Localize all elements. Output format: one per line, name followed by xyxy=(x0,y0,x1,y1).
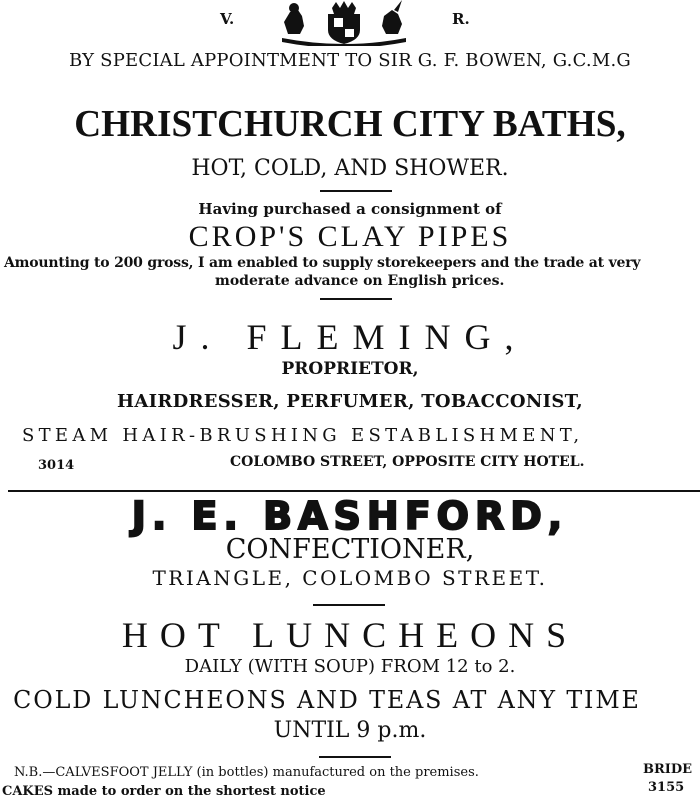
proprietor-title: PROPRIETOR, xyxy=(281,359,419,379)
daily-line: DAILY (WITH SOUP) FROM 12 to 2. xyxy=(184,656,516,677)
hot-luncheons-heading: HOT LUNCHEONS xyxy=(121,615,579,655)
purchase-intro: Having purchased a consignment of xyxy=(198,200,502,218)
divider xyxy=(319,756,391,758)
proprietor-name: J. FLEMING, xyxy=(172,317,528,357)
nb-line-1: N.B.—CALVESFOOT JELLY (in bottles) manufactured on the premises. xyxy=(14,765,479,780)
amount-line-1: Amounting to 200 gross, I am enabled to supply storekeepers and the trade at very xyxy=(4,255,641,271)
ad-separator xyxy=(8,490,700,492)
establishment-line: STEAM HAIR-BRUSHING ESTABLISHMENT, xyxy=(22,425,584,446)
divider xyxy=(320,298,392,300)
divider xyxy=(313,604,385,606)
business-heading: CHRISTCHURCH CITY BATHS, xyxy=(74,103,626,145)
vr-left: V. xyxy=(220,10,235,28)
appointment-line: BY SPECIAL APPOINTMENT TO SIR G. F. BOWEN, G.C.M.G xyxy=(69,50,631,71)
trades-line: HAIRDRESSER, PERFUMER, TOBACCONIST, xyxy=(117,391,583,412)
bashford-heading: J. E. BASHFORD, xyxy=(131,494,569,538)
confectioner-line: CONFECTIONER, xyxy=(225,534,475,565)
royal-crest-icon xyxy=(274,0,412,46)
vr-right: R. xyxy=(452,10,470,28)
divider xyxy=(320,190,392,192)
triangle-address: TRIANGLE, COLOMBO STREET. xyxy=(152,566,548,590)
product-heading: CROP'S CLAY PIPES xyxy=(188,220,512,253)
address-line: COLOMBO STREET, OPPOSITE CITY HOTEL. xyxy=(230,454,585,470)
baths-line: HOT, COLD, AND SHOWER. xyxy=(191,156,509,181)
ref-number-2: 3155 xyxy=(648,780,685,795)
amount-line-2: moderate advance on English prices. xyxy=(215,273,505,289)
until-line: UNTIL 9 p.m. xyxy=(273,718,427,743)
ref-number: 3014 xyxy=(38,458,75,473)
cold-luncheons-line: COLD LUNCHEONS AND TEAS AT ANY TIME xyxy=(13,686,641,714)
nb-line-2: CAKES made to order on the shortest notice xyxy=(2,784,326,799)
bride-word: BRIDE xyxy=(643,762,693,777)
